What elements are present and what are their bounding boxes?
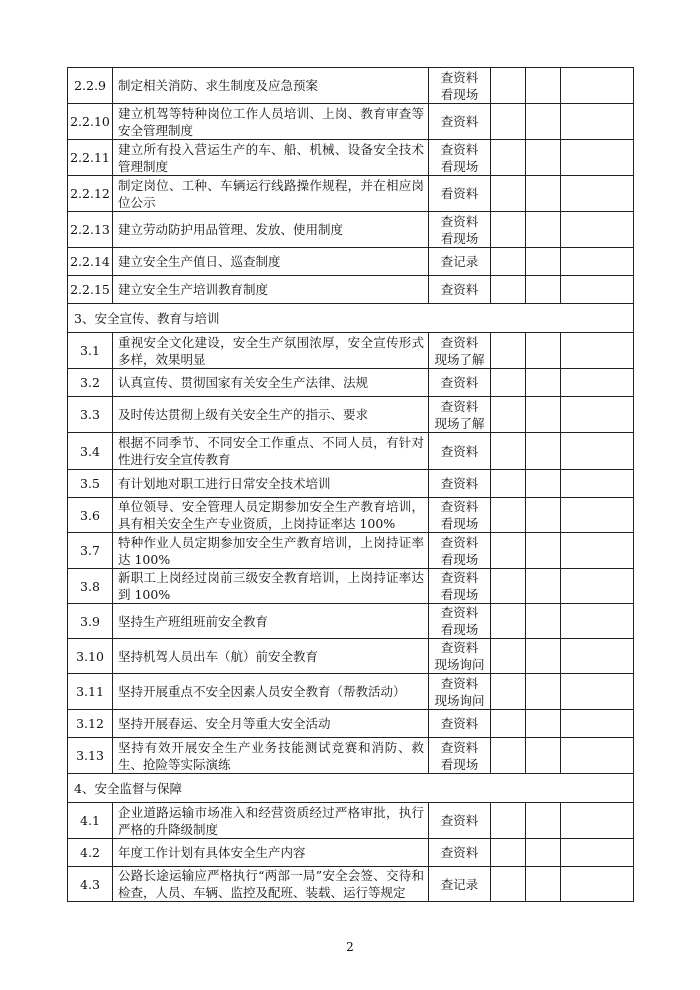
- remark-cell[interactable]: [561, 176, 634, 212]
- score-cell-a[interactable]: [491, 140, 526, 176]
- score-cell-b[interactable]: [526, 674, 561, 710]
- item-number: 3.3: [68, 397, 113, 433]
- table-row: [68, 867, 634, 902]
- score-cell-a[interactable]: [491, 839, 526, 867]
- score-cell-b[interactable]: [526, 104, 561, 140]
- remark-cell[interactable]: [561, 369, 634, 397]
- score-cell-b[interactable]: [526, 533, 561, 569]
- item-content: 坚持有效开展安全生产业务技能测试竞赛和消防、救生、抢险等实际演练: [113, 738, 429, 774]
- item-content: 公路长途运输应严格执行“两部一局”安全会签、交待和检查，人员、车辆、监控及配班、装载、运行等规定: [113, 867, 429, 902]
- item-number: 2.2.9: [68, 68, 113, 104]
- score-cell-b[interactable]: [526, 248, 561, 276]
- item-number: 2.2.10: [68, 104, 113, 140]
- remark-cell[interactable]: [561, 333, 634, 369]
- score-cell-a[interactable]: [491, 533, 526, 569]
- remark-cell[interactable]: [561, 867, 634, 902]
- item-content: 新职工上岗经过岗前三级安全教育培训，上岗持证率达到 100%: [113, 569, 429, 604]
- score-cell-a[interactable]: [491, 710, 526, 738]
- inspection-method: 查资料: [429, 104, 491, 140]
- remark-cell[interactable]: [561, 498, 634, 533]
- inspection-method: 查资料: [429, 433, 491, 470]
- item-number: 2.2.14: [68, 248, 113, 276]
- score-cell-b[interactable]: [526, 639, 561, 674]
- score-cell-b[interactable]: [526, 68, 561, 104]
- table-row: [68, 639, 634, 674]
- table-row: [68, 498, 634, 533]
- score-cell-a[interactable]: [491, 333, 526, 369]
- page-number: 2: [346, 940, 354, 954]
- score-cell-a[interactable]: [491, 470, 526, 498]
- remark-cell[interactable]: [561, 248, 634, 276]
- item-number: 4.2: [68, 839, 113, 867]
- section-row: [68, 774, 634, 803]
- item-number: 3.4: [68, 433, 113, 470]
- item-number: 2.2.13: [68, 212, 113, 248]
- score-cell-b[interactable]: [526, 333, 561, 369]
- score-cell-b[interactable]: [526, 369, 561, 397]
- item-number: 3.8: [68, 569, 113, 604]
- remark-cell[interactable]: [561, 674, 634, 710]
- score-cell-a[interactable]: [491, 397, 526, 433]
- score-cell-b[interactable]: [526, 433, 561, 470]
- item-content: 建立安全生产培训教育制度: [113, 276, 429, 304]
- table-row: [68, 248, 634, 276]
- table-row: [68, 276, 634, 304]
- score-cell-a[interactable]: [491, 867, 526, 902]
- score-cell-a[interactable]: [491, 104, 526, 140]
- item-number: 2.2.15: [68, 276, 113, 304]
- remark-cell[interactable]: [561, 639, 634, 674]
- table-row: [68, 433, 634, 470]
- score-cell-b[interactable]: [526, 140, 561, 176]
- score-cell-b[interactable]: [526, 212, 561, 248]
- table-row: [68, 674, 634, 710]
- item-content: 根据不同季节、不同安全工作重点、不同人员，有针对性进行安全宣传教育: [113, 433, 429, 470]
- score-cell-b[interactable]: [526, 604, 561, 639]
- inspection-method: 查资料 看现场: [429, 738, 491, 774]
- score-cell-b[interactable]: [526, 276, 561, 304]
- item-number: 3.6: [68, 498, 113, 533]
- remark-cell[interactable]: [561, 533, 634, 569]
- score-cell-a[interactable]: [491, 569, 526, 604]
- inspection-method: 查资料 看现场: [429, 140, 491, 176]
- table-row: [68, 710, 634, 738]
- inspection-method: 查资料: [429, 710, 491, 738]
- inspection-method: 查记录: [429, 867, 491, 902]
- table-row: [68, 397, 634, 433]
- score-cell-a[interactable]: [491, 498, 526, 533]
- remark-cell[interactable]: [561, 710, 634, 738]
- score-cell-b[interactable]: [526, 498, 561, 533]
- item-content: 建立机驾等特种岗位工作人员培训、上岗、教育审查等安全管理制度: [113, 104, 429, 140]
- inspection-method: 查资料: [429, 276, 491, 304]
- score-cell-b[interactable]: [526, 470, 561, 498]
- table-row: [68, 212, 634, 248]
- score-cell-b[interactable]: [526, 569, 561, 604]
- item-number: 2.2.12: [68, 176, 113, 212]
- table-row: [68, 369, 634, 397]
- item-content: 制定岗位、工种、车辆运行线路操作规程，并在相应岗位公示: [113, 176, 429, 212]
- item-number: 3.1: [68, 333, 113, 369]
- inspection-method: 查资料 现场询问: [429, 639, 491, 674]
- section-row: [68, 304, 634, 333]
- item-content: 重视安全文化建设，安全生产氛围浓厚，安全宣传形式多样，效果明显: [113, 333, 429, 369]
- table-row: [68, 839, 634, 867]
- remark-cell[interactable]: [561, 433, 634, 470]
- table-row: [68, 803, 634, 839]
- inspection-method: 查资料: [429, 803, 491, 839]
- score-cell-b[interactable]: [526, 738, 561, 774]
- score-cell-a[interactable]: [491, 248, 526, 276]
- remark-cell[interactable]: [561, 604, 634, 639]
- item-number: 3.11: [68, 674, 113, 710]
- checklist-table: [67, 67, 634, 902]
- item-content: 制定相关消防、求生制度及应急预案: [113, 68, 429, 104]
- score-cell-a[interactable]: [491, 176, 526, 212]
- remark-cell[interactable]: [561, 397, 634, 433]
- table-row: [68, 104, 634, 140]
- item-number: 3.9: [68, 604, 113, 639]
- inspection-method: 查资料 看现场: [429, 569, 491, 604]
- score-cell-b[interactable]: [526, 867, 561, 902]
- remark-cell[interactable]: [561, 803, 634, 839]
- inspection-method: 查资料 看现场: [429, 533, 491, 569]
- item-content: 坚持生产班组班前安全教育: [113, 604, 429, 639]
- score-cell-a[interactable]: [491, 433, 526, 470]
- score-cell-a[interactable]: [491, 674, 526, 710]
- remark-cell[interactable]: [561, 104, 634, 140]
- inspection-method: 查资料 看现场: [429, 498, 491, 533]
- inspection-method: 查资料 看现场: [429, 212, 491, 248]
- item-content: 年度工作计划有具体安全生产内容: [113, 839, 429, 867]
- item-content: 坚持机驾人员出车（航）前安全教育: [113, 639, 429, 674]
- score-cell-a[interactable]: [491, 738, 526, 774]
- table-row: [68, 569, 634, 604]
- item-number: 3.12: [68, 710, 113, 738]
- remark-cell[interactable]: [561, 470, 634, 498]
- table-row: [68, 533, 634, 569]
- remark-cell[interactable]: [561, 276, 634, 304]
- score-cell-b[interactable]: [526, 397, 561, 433]
- item-content: 建立所有投入营运生产的车、船、机械、设备安全技术管理制度: [113, 140, 429, 176]
- score-cell-a[interactable]: [491, 68, 526, 104]
- item-content: 建立安全生产值日、巡查制度: [113, 248, 429, 276]
- item-content: 单位领导、安全管理人员定期参加安全生产教育培训，具有相关安全生产专业资质，上岗持证率达 100%: [113, 498, 429, 533]
- item-number: 3.2: [68, 369, 113, 397]
- score-cell-a[interactable]: [491, 604, 526, 639]
- remark-cell[interactable]: [561, 738, 634, 774]
- remark-cell[interactable]: [561, 140, 634, 176]
- inspection-method: 查资料 现场了解: [429, 397, 491, 433]
- inspection-method: 查资料 看现场: [429, 604, 491, 639]
- item-content: 及时传达贯彻上级有关安全生产的指示、要求: [113, 397, 429, 433]
- item-number: 3.13: [68, 738, 113, 774]
- item-content: 特种作业人员定期参加安全生产教育培训，上岗持证率达 100%: [113, 533, 429, 569]
- section-title: 3、安全宣传、教育与培训: [68, 304, 634, 333]
- score-cell-b[interactable]: [526, 710, 561, 738]
- remark-cell[interactable]: [561, 212, 634, 248]
- score-cell-a[interactable]: [491, 369, 526, 397]
- item-content: 建立劳动防护用品管理、发放、使用制度: [113, 212, 429, 248]
- inspection-method: 查资料 看现场: [429, 68, 491, 104]
- score-cell-a[interactable]: [491, 276, 526, 304]
- item-number: 4.3: [68, 867, 113, 902]
- item-content: 有计划地对职工进行日常安全技术培训: [113, 470, 429, 498]
- inspection-method: 查资料: [429, 470, 491, 498]
- score-cell-b[interactable]: [526, 839, 561, 867]
- remark-cell[interactable]: [561, 569, 634, 604]
- item-number: 2.2.11: [68, 140, 113, 176]
- score-cell-b[interactable]: [526, 803, 561, 839]
- item-number: 3.5: [68, 470, 113, 498]
- table-row: [68, 176, 634, 212]
- remark-cell[interactable]: [561, 839, 634, 867]
- item-number: 3.10: [68, 639, 113, 674]
- table-row: [68, 738, 634, 774]
- score-cell-a[interactable]: [491, 212, 526, 248]
- item-content: 坚持开展重点不安全因素人员安全教育（帮教活动）: [113, 674, 429, 710]
- inspection-method: 查资料: [429, 839, 491, 867]
- item-content: 坚持开展春运、安全月等重大安全活动: [113, 710, 429, 738]
- inspection-method: 查资料 现场询问: [429, 674, 491, 710]
- table-row: [68, 604, 634, 639]
- section-title: 4、安全监督与保障: [68, 774, 634, 803]
- table-row: [68, 140, 634, 176]
- remark-cell[interactable]: [561, 68, 634, 104]
- table-row: [68, 470, 634, 498]
- inspection-method: 查资料: [429, 369, 491, 397]
- score-cell-b[interactable]: [526, 176, 561, 212]
- inspection-method: 查资料 现场了解: [429, 333, 491, 369]
- item-number: 4.1: [68, 803, 113, 839]
- inspection-method: 查记录: [429, 248, 491, 276]
- score-cell-a[interactable]: [491, 639, 526, 674]
- table-row: [68, 68, 634, 104]
- item-number: 3.7: [68, 533, 113, 569]
- item-content: 企业道路运输市场准入和经营资质经过严格审批，执行严格的升降级制度: [113, 803, 429, 839]
- table-row: [68, 333, 634, 369]
- inspection-method: 看资料: [429, 176, 491, 212]
- score-cell-a[interactable]: [491, 803, 526, 839]
- item-content: 认真宣传、贯彻国家有关安全生产法律、法规: [113, 369, 429, 397]
